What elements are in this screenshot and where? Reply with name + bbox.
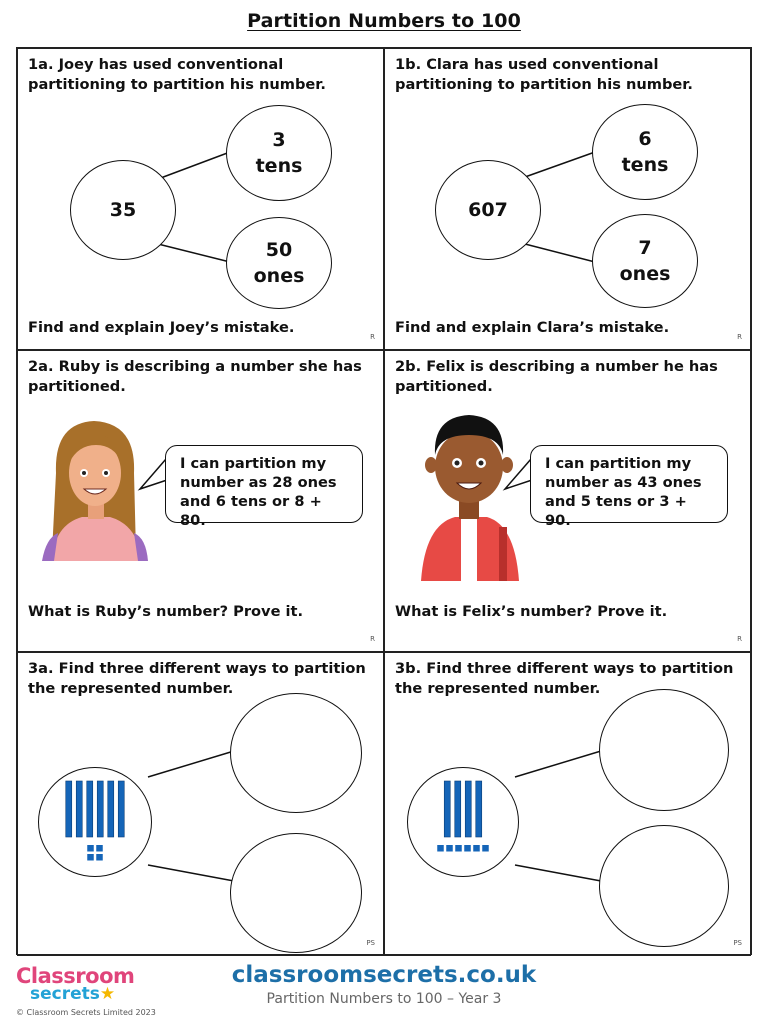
logo-text-top: Classroom xyxy=(16,964,135,988)
whole-value: 35 xyxy=(109,199,137,221)
whole-circle xyxy=(407,767,519,877)
ones-cube xyxy=(96,854,103,861)
question-1a-text: 1a. Joey has used conventional partitioning to partition his number. xyxy=(28,56,326,93)
question-grid xyxy=(16,47,752,955)
footer-subtitle: Partition Numbers to 100 – Year 3 xyxy=(266,991,502,1007)
question-1a-prompt: Find and explain Joey’s mistake. xyxy=(28,319,295,336)
ones-cube xyxy=(437,845,444,852)
part-circle-bottom xyxy=(226,217,332,309)
question-tag: PS xyxy=(733,939,742,947)
page-title: Partition Numbers to 100 xyxy=(247,10,521,32)
tens-rod xyxy=(455,781,461,837)
base-ten-blocks-icon xyxy=(418,777,508,867)
whole-circle xyxy=(70,160,176,260)
base-ten-blocks-icon xyxy=(50,777,140,867)
ones-cube xyxy=(473,845,480,852)
speech-text: I can partition my xyxy=(180,455,327,472)
ones-cube xyxy=(446,845,453,852)
part-unit: ones xyxy=(619,263,671,285)
part-value: 3 xyxy=(272,129,286,151)
question-3a-text: 3a. Find three different ways to partition the represented number. xyxy=(28,660,366,697)
whole-circle xyxy=(38,767,152,877)
question-2b xyxy=(384,350,751,652)
website-link[interactable]: classroomsecrets.co.uk xyxy=(231,962,537,988)
tens-rod xyxy=(465,781,471,837)
part-unit: ones xyxy=(253,265,305,287)
tens-rod xyxy=(97,781,103,837)
ones-cube xyxy=(464,845,471,852)
question-tag: PS xyxy=(366,939,375,947)
question-tag: R xyxy=(737,333,742,341)
part-value: 7 xyxy=(638,237,652,259)
question-tag: R xyxy=(370,635,375,643)
tens-rod xyxy=(76,781,82,837)
question-2a-text: 2a. Ruby is describing a number she has partitioned. xyxy=(28,358,362,395)
part-unit: tens xyxy=(255,155,303,177)
answer-circle-top[interactable] xyxy=(599,689,729,811)
whole-circle xyxy=(435,160,541,260)
question-1b-text: 1b. Clara has used conventional partitioning to partition his number. xyxy=(395,56,693,93)
ones-cube xyxy=(96,845,103,852)
whole-value: 607 xyxy=(468,199,508,221)
question-tag: R xyxy=(370,333,375,341)
logo-text-bottom: secrets xyxy=(30,984,100,1004)
question-3b-text: 3b. Find three different ways to partition the represented number. xyxy=(395,660,734,697)
tens-rod xyxy=(476,781,482,837)
question-1a xyxy=(17,48,384,350)
part-circle-bottom xyxy=(592,214,698,308)
tens-rod xyxy=(108,781,114,837)
question-2a xyxy=(17,350,384,652)
ones-cube xyxy=(455,845,462,852)
tens-rod xyxy=(66,781,72,837)
speech-text: I can partition my xyxy=(545,455,692,472)
part-circle-top xyxy=(592,104,698,200)
answer-circle-bottom[interactable] xyxy=(230,833,362,953)
question-3b xyxy=(384,652,751,956)
part-circle-top xyxy=(226,105,332,201)
part-value: 6 xyxy=(638,128,652,150)
question-2b-text: 2b. Felix is describing a number he has partitioned. xyxy=(395,358,718,395)
answer-circle-bottom[interactable] xyxy=(599,825,729,947)
question-1b xyxy=(384,48,751,350)
tens-rod xyxy=(118,781,124,837)
speech-text: and 6 tens or 8 + 80. xyxy=(180,493,322,529)
question-1b-prompt: Find and explain Clara’s mistake. xyxy=(395,319,670,336)
speech-text: and 5 tens or 3 + 90. xyxy=(545,493,687,529)
question-3a xyxy=(17,652,384,956)
speech-bubble xyxy=(165,445,363,529)
tens-rod xyxy=(87,781,93,837)
copyright: © Classroom Secrets Limited 2023 xyxy=(16,1008,156,1017)
ones-cube xyxy=(87,845,94,852)
question-2a-prompt: What is Ruby’s number? Prove it. xyxy=(28,603,304,620)
speech-text: number as 28 ones xyxy=(180,474,337,491)
question-tag: R xyxy=(737,635,742,643)
part-value: 50 xyxy=(265,239,293,261)
ones-cube xyxy=(482,845,489,852)
tens-rod xyxy=(444,781,450,837)
answer-circle-top[interactable] xyxy=(230,693,362,813)
star-icon: ★ xyxy=(99,984,116,1004)
part-unit: tens xyxy=(621,154,669,176)
speech-text: number as 43 ones xyxy=(545,474,702,491)
ones-cube xyxy=(87,854,94,861)
question-2b-prompt: What is Felix’s number? Prove it. xyxy=(395,603,668,620)
speech-bubble xyxy=(530,445,728,529)
